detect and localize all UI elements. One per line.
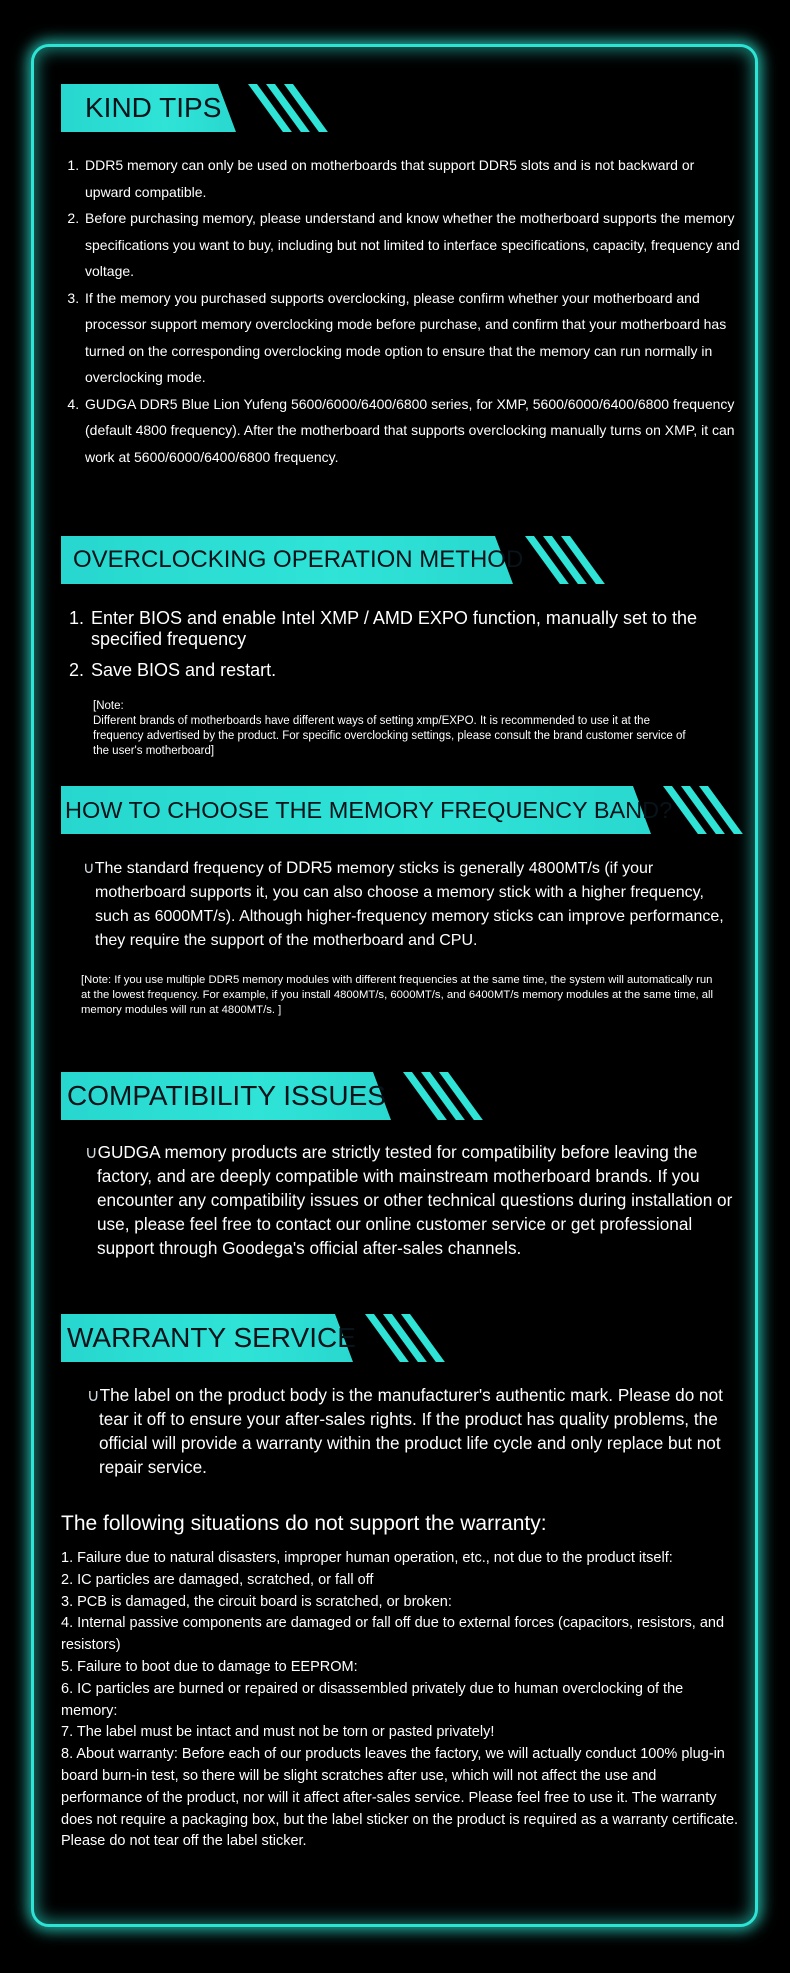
frequency-note: [Note: If you use multiple DDR5 memory modules with different frequencies at the same time, the system will automatically run at the lowest frequency. For example, if you install 4800MT/s, 6000MT/s, and 6400MT/s memory modules at the same time, all memory modules will run at 4800MT/s. ] — [81, 974, 714, 1016]
list-item: 1. Enter BIOS and enable Intel XMP / AMD EXPO function, manually set to the specified frequency — [89, 608, 721, 650]
list-item: 2. IC particles are damaged, scratched, or fall off — [61, 1571, 374, 1588]
list-item: 3. PCB is damaged, the circuit board is scratched, or broken: — [61, 1593, 452, 1610]
note-text: Different brands of motherboards have different ways of setting xmp/EXPO. It is recommended to use it at the frequency advertised by the product. For specific overclocking settings, please consult the brand customer service of the user's motherboard] — [93, 715, 686, 757]
bullet-mark: ∪ — [85, 1142, 98, 1162]
compatibility-banner — [61, 1072, 741, 1120]
list-item: 7. The label must be intact and must not be torn or pasted privately! — [61, 1724, 495, 1741]
frequency-title: HOW TO CHOOSE THE MEMORY FREQUENCY BAND? — [65, 797, 673, 823]
overclocking-title: OVERCLOCKING OPERATION METHOD — [73, 546, 524, 573]
overclocking-banner — [61, 536, 741, 584]
list-item: 2. Save BIOS and restart. — [89, 660, 721, 681]
ddr5-brand: DDR5 — [285, 858, 333, 877]
warranty-title: WARRANTY SERVICE — [67, 1322, 356, 1353]
frequency-banner — [61, 786, 741, 834]
list-item: 6. IC particles are burned or repaired or disassembled privately due to human overclocking of the memory: — [61, 1680, 684, 1719]
compatibility-title: COMPATIBILITY ISSUES — [67, 1080, 386, 1111]
overclocking-steps — [61, 608, 721, 681]
bullet-mark: ∪ — [87, 1385, 100, 1405]
list-item: 4. GUDGA DDR5 Blue Lion Yufeng 5600/6000/6400/6800 series, for XMP, 5600/6000/6400/6800 frequency (default 4800 frequency). After the motherboard that supports overclocking manually turns on XMP, it can work at 5600/6000/6400/6800 frequency. — [83, 391, 741, 471]
warranty-subheading: The following situations do not support the warranty: — [61, 1512, 547, 1535]
kind-tips-list — [61, 152, 741, 470]
list-item: 4. Internal passive components are damaged or fall off due to external forces (capacitors, resistors, and resistors) — [61, 1615, 725, 1654]
overclocking-note — [93, 699, 693, 759]
list-item: 1. DDR5 memory can only be used on motherboards that support DDR5 slots and is not backward or upward compatible. — [83, 152, 741, 205]
note-label: [Note: — [93, 700, 124, 712]
warranty-paragraph: ∪The label on the product body is the manufacturer's authentic mark. Please do not tear it off to ensure your after-sales rights. If the product has quality problems, the official will provide a warranty within the product life cycle and only replace but not repair service. — [87, 1385, 723, 1477]
warranty-exclusions — [61, 1548, 741, 1853]
kind-tips-banner — [61, 84, 741, 132]
compatibility-paragraph: ∪GUDGA memory products are strictly tested for compatibility before leaving the factory, and are deeply compatible with mainstream motherboard brands. If you encounter any compatibility issues or other technical questions during installation or use, please feel free to contact our online customer service or get professional support through Goodega's official after-sales channels. — [85, 1142, 733, 1258]
list-item: 5. Failure to boot due to damage to EEPROM: — [61, 1658, 358, 1675]
list-item: 8. About warranty: Before each of our products leaves the factory, we will actually conduct 100% plug-in board burn-in test, so there will be slight scratches after use, which will not affect the use and performance of the product, nor will it affect after-sales service. Please feel free to use it. The warranty does not require a packaging box, but the label sticker on the product is required as a warranty certificate. Please do not tear off the label sticker. — [61, 1746, 739, 1850]
list-item: 3. If the memory you purchased supports overclocking, please confirm whether your motherboard and processor support memory overclocking mode before purchase, and confirm that your motherboard has turned on the corresponding overclocking mode option to ensure that the memory can run normally in overclocking mode. — [83, 285, 741, 391]
bullet-mark: ∪ — [83, 860, 95, 877]
warranty-banner — [61, 1314, 741, 1362]
list-item: 2. Before purchasing memory, please understand and know whether the motherboard supports the memory specifications you want to buy, including but not limited to interface specifications, capacity, frequency and voltage. — [83, 205, 741, 285]
kind-tips-title: KIND TIPS — [85, 92, 222, 123]
frequency-paragraph: ∪The standard frequency of DDR5 memory sticks is generally 4800MT/s (if your motherboard supports it, you can also choose a memory stick with a higher frequency, such as 6000MT/s). Although higher-frequency memory sticks can improve performance, they require the support of the motherboard and CPU. — [83, 858, 724, 949]
list-item: 1. Failure due to natural disasters, improper human operation, etc., not due to the product itself: — [61, 1550, 673, 1566]
